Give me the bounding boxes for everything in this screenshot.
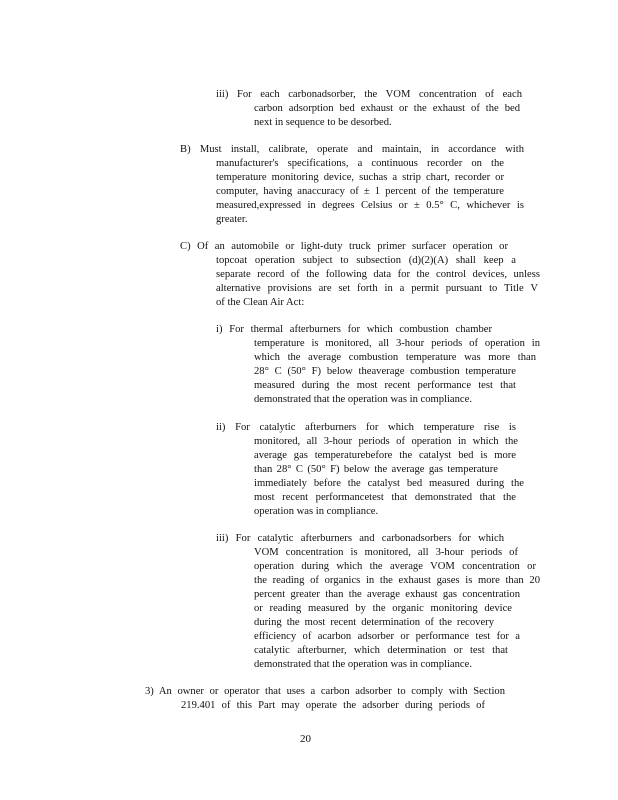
- text-line: demonstrated that the operation was in compliance.: [254, 394, 472, 405]
- text-line: 3) An owner or operator that uses a carbon adsorber to comply with Section: [145, 686, 505, 697]
- text-line: temperature is monitored, all 3-hour periods of operation in: [254, 338, 540, 349]
- text-line: most recent performancetest that demonstrated that the: [254, 492, 516, 503]
- text-line: computer, having anaccuracy of ± 1 percent of the temperature: [216, 186, 504, 197]
- text-line: the reading of organics in the exhaust gases is more than 20: [254, 575, 540, 586]
- paragraph-c-automobile: [180, 240, 540, 310]
- text-line: ii) For catalytic afterburners for which temperature rise is: [216, 422, 516, 433]
- text-line: during the most recent determination of the recovery: [254, 617, 494, 628]
- text-line: average gas temperaturebefore the catalyst bed is more: [254, 450, 516, 461]
- text-line: i) For thermal afterburners for which combustion chamber: [216, 324, 492, 335]
- text-line: of the Clean Air Act:: [216, 297, 305, 308]
- paragraph-b-recorder: [180, 143, 524, 227]
- text-line: catalytic afterburner, which determination or test that: [254, 645, 508, 656]
- text-line: 219.401 of this Part may operate the adsorber during periods of: [181, 700, 485, 711]
- page-number: 20: [300, 733, 311, 745]
- text-line: B) Must install, calibrate, operate and maintain, in accordance with: [180, 144, 524, 155]
- text-line: manufacturer's specifications, a continuous recorder on the: [216, 158, 504, 169]
- text-line: which the average combustion temperature was more than: [254, 352, 536, 363]
- text-line: immediately before the catalyst bed measured during the: [254, 478, 524, 489]
- text-line: measured during the most recent performance test that: [254, 380, 516, 391]
- paragraph-iii-carbon-adsorber: [216, 88, 522, 130]
- text-line: demonstrated that the operation was in compliance.: [254, 659, 472, 670]
- text-line: VOM concentration is monitored, all 3-hour periods of: [254, 547, 518, 558]
- text-line: C) Of an automobile or light-duty truck primer surfacer operation or: [180, 241, 508, 252]
- text-line: next in sequence to be desorbed.: [254, 117, 392, 128]
- paragraph-3-owner-operator: [145, 685, 505, 713]
- paragraph-i-thermal-afterburners: [216, 323, 540, 407]
- text-line: or reading measured by the organic monitoring device: [254, 603, 512, 614]
- text-line: monitored, all 3-hour periods of operation in which the: [254, 436, 518, 447]
- text-line: efficiency of acarbon adsorber or performance test for a: [254, 631, 520, 642]
- text-line: 28° C (50° F) below theaverage combustion temperature: [254, 366, 516, 377]
- text-line: topcoat operation subject to subsection (d)(2)(A) shall keep a: [216, 255, 516, 266]
- text-line: alternative provisions are set forth in a permit pursuant to Title V: [216, 283, 538, 294]
- text-line: than 28° C (50° F) below the average gas temperature: [254, 464, 498, 475]
- text-line: carbon adsorption bed exhaust or the exhaust of the bed: [254, 103, 520, 114]
- paragraph-ii-catalytic-afterburners: [216, 421, 524, 519]
- text-line: separate record of the following data for the control devices, unless: [216, 269, 540, 280]
- text-line: percent greater than the average exhaust gas concentration: [254, 589, 520, 600]
- text-line: temperature monitoring device, suchas a strip chart, recorder or: [216, 172, 504, 183]
- text-line: iii) For catalytic afterburners and carbonadsorbers for which: [216, 533, 504, 544]
- text-line: iii) For each carbonadsorber, the VOM concentration of each: [216, 89, 522, 100]
- text-line: operation during which the average VOM concentration or: [254, 561, 536, 572]
- text-line: operation was in compliance.: [254, 506, 379, 517]
- paragraph-iii-catalytic-carbon: [216, 532, 540, 672]
- text-line: greater.: [216, 214, 248, 225]
- text-line: measured,expressed in degrees Celsius or ± 0.5° C, whichever is: [216, 200, 524, 211]
